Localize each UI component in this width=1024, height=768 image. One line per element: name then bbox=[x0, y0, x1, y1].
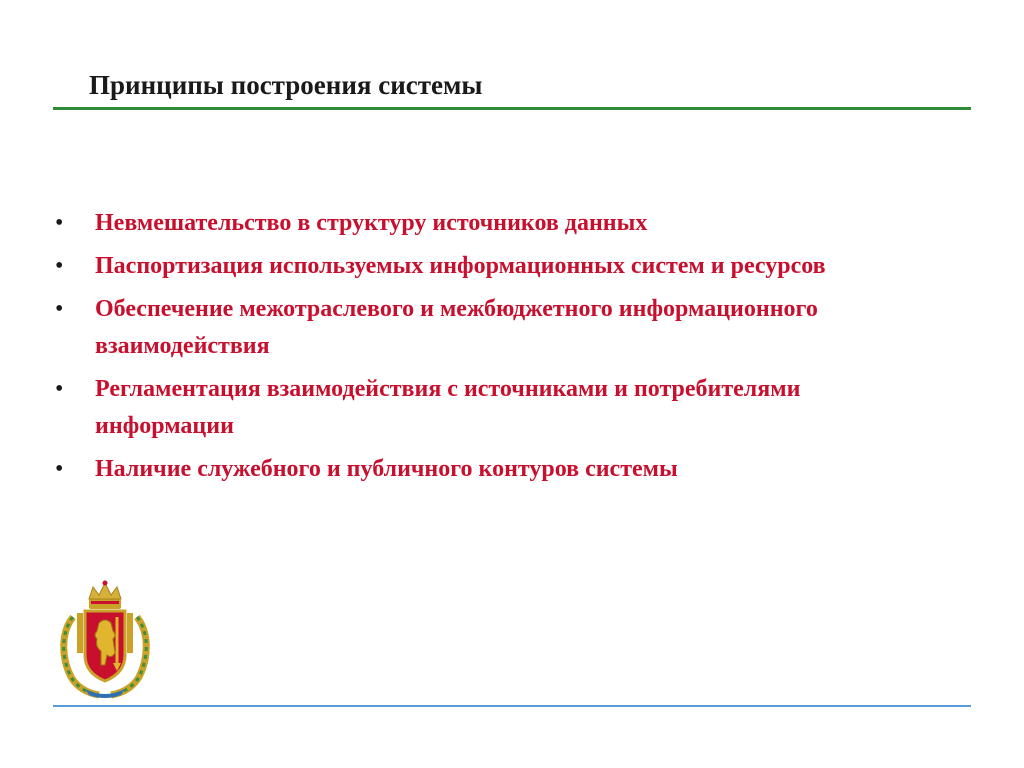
list-item-text: Регламентация взаимодействия с источниками и потребителями информации bbox=[95, 376, 801, 439]
bullet-icon: • bbox=[55, 376, 64, 402]
list-item bbox=[55, 451, 935, 488]
list-item bbox=[55, 371, 935, 445]
list-item bbox=[55, 291, 935, 365]
list-item-text: Наличие служебного и публичного контуров системы bbox=[95, 456, 678, 482]
list-item-text: Паспортизация используемых информационных систем и ресурсов bbox=[95, 253, 826, 279]
list-item bbox=[55, 248, 935, 285]
bullet-icon: • bbox=[55, 253, 64, 279]
title-divider bbox=[53, 107, 971, 110]
list-item-text: Невмешательство в структуру источников данных bbox=[95, 210, 648, 236]
coat-of-arms-icon bbox=[55, 577, 155, 701]
principles-list bbox=[55, 205, 935, 494]
bullet-icon: • bbox=[55, 210, 64, 236]
bullet-icon: • bbox=[55, 456, 64, 482]
list-item bbox=[55, 205, 935, 242]
bullet-icon: • bbox=[55, 296, 64, 322]
list-item-text: Обеспечение межотраслевого и межбюджетного информационного взаимодействия bbox=[95, 296, 818, 359]
footer-divider bbox=[53, 705, 971, 707]
slide-title: Принципы построения системы bbox=[89, 70, 483, 100]
